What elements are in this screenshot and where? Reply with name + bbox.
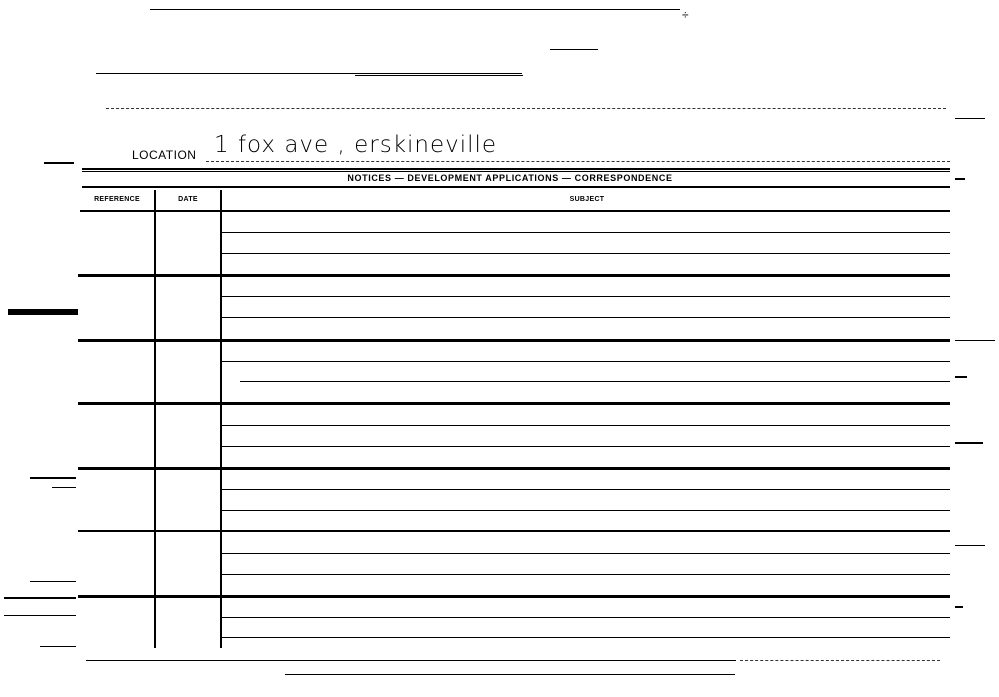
row-line [222,510,950,511]
side-tick-left [44,162,74,164]
row-rule [78,274,950,277]
divider-reference-date [154,190,156,648]
row-line [240,381,950,382]
location-label: LOCATION [132,148,197,162]
row-line [222,253,950,254]
location-underline [206,161,950,162]
right-mark [955,340,995,341]
scan-mark-icon: ÷ [682,8,689,22]
left-mark [4,615,76,616]
row-rule [78,467,950,470]
left-mark [8,309,78,315]
row-rule [78,339,950,342]
row-line [222,617,950,618]
row-line [222,232,950,233]
location-value: 1 fox ave , erskineville [214,132,498,158]
header-title: NOTICES — DEVELOPMENT APPLICATIONS — CORRESPONDENCE [347,173,673,183]
row-line [222,296,950,297]
side-tick-right [955,178,965,180]
bottom-rule [86,660,736,661]
header-top-rule-2 [82,171,950,172]
row-line [222,361,950,362]
row-line [222,637,950,638]
row-rule [78,595,950,598]
right-mark [955,545,985,546]
column-header-subject: SUBJECT [569,196,605,203]
row-line [222,446,950,447]
short-rule [550,49,598,50]
column-header-date: DATE [178,196,198,203]
row-rule [80,210,950,212]
left-mark [30,477,76,479]
dashed-rule [106,108,946,109]
right-mark [955,376,967,378]
row-line [222,489,950,490]
row-line [222,574,950,575]
left-mark [40,646,76,647]
right-mark [955,442,983,444]
rule-left [96,73,522,74]
bottom-rule-2 [285,674,735,675]
left-mark [30,581,76,582]
row-line [222,317,950,318]
row-line [222,553,950,554]
divider-date-subject [220,190,222,648]
left-mark [4,597,76,599]
row-rule [78,530,950,532]
row-rule [78,402,950,405]
right-mark [955,606,963,608]
left-mark [52,487,76,488]
row-line [222,425,950,426]
header-bottom-rule [82,186,950,188]
header-top-rule-1 [82,168,950,170]
top-rule [150,9,680,10]
dashed-rule-end [955,118,985,119]
bottom-dashed-rule [740,660,940,661]
column-header-reference: REFERENCE [94,196,140,203]
rule-left-2 [355,75,523,76]
